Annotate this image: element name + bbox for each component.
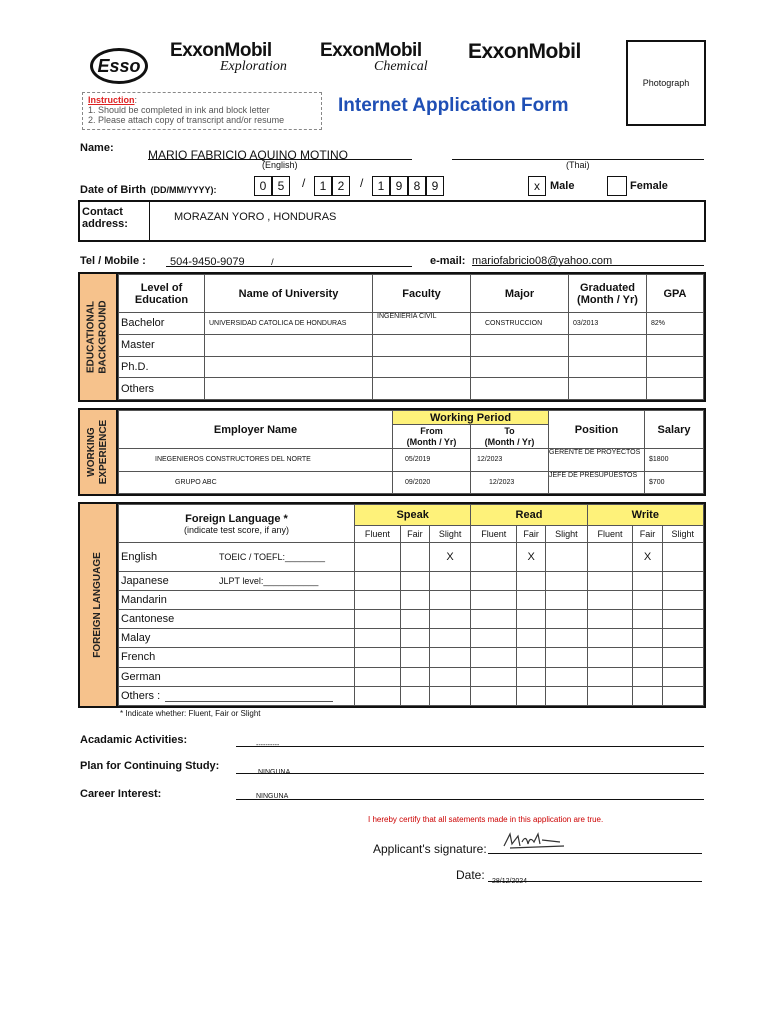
photograph-box[interactable]: Photograph (626, 40, 706, 126)
faculty-cell[interactable] (373, 378, 471, 400)
proficiency-cell[interactable] (587, 629, 633, 648)
proficiency-cell[interactable] (662, 571, 703, 590)
salary-cell[interactable]: $700 (645, 471, 704, 494)
language-header: Foreign Language * (185, 512, 288, 525)
academic-field[interactable]: ---------- (236, 734, 704, 747)
proficiency-cell[interactable] (546, 629, 587, 648)
proficiency-cell[interactable] (633, 571, 662, 590)
col-faculty: Faculty (373, 275, 471, 313)
faculty-cell[interactable]: INGENIERIA CIVIL (373, 313, 471, 335)
proficiency-cell[interactable] (355, 667, 401, 686)
career-field[interactable]: NINGUNA (236, 785, 704, 800)
dob-month-2[interactable]: 2 (332, 176, 350, 196)
gpa-cell[interactable] (647, 378, 704, 400)
english-caption: (English) (262, 160, 298, 170)
female-label: Female (630, 180, 668, 192)
graduated-cell[interactable]: 03/2013 (569, 313, 647, 335)
signature-image (500, 830, 570, 852)
col-to: To (471, 425, 549, 437)
education-side-label: EDUCATIONAL BACKGROUND (80, 274, 118, 400)
proficiency-cell[interactable] (587, 590, 633, 609)
proficiency-cell[interactable] (400, 686, 429, 705)
proficiency-cell[interactable] (662, 667, 703, 686)
proficiency-cell[interactable] (517, 648, 546, 667)
faculty-cell[interactable] (373, 334, 471, 356)
speak-header: Speak (355, 505, 471, 526)
proficiency-cell[interactable] (429, 609, 470, 628)
level-header: Slight (429, 525, 470, 543)
proficiency-cell[interactable] (471, 629, 517, 648)
col-salary: Salary (645, 411, 704, 449)
graduated-cell[interactable] (569, 378, 647, 400)
exxonmobil-chemical-logo: ExxonMobil Chemical (320, 40, 428, 74)
proficiency-cell[interactable] (400, 571, 429, 590)
language-section (78, 502, 706, 708)
language-name: Japanese (121, 574, 169, 587)
to-cell[interactable]: 12/2023 (471, 449, 549, 472)
write-header: Write (587, 505, 703, 526)
education-row (119, 313, 704, 335)
proficiency-cell[interactable]: X (429, 543, 470, 571)
proficiency-cell[interactable] (471, 571, 517, 590)
instruction-box: Instruction: 1. Should be completed in ink and block letter 2. Please attach copy of transcript and/or resume (82, 92, 322, 130)
language-row (119, 609, 704, 628)
proficiency-cell[interactable] (400, 648, 429, 667)
education-row (119, 378, 704, 400)
level-header: Fluent (471, 525, 517, 543)
proficiency-cell[interactable] (429, 667, 470, 686)
language-footnote: * Indicate whether: Fluent, Fair or Slight (120, 709, 261, 718)
proficiency-cell[interactable] (633, 648, 662, 667)
major-cell[interactable] (471, 356, 569, 378)
work-row (119, 471, 704, 494)
col-from: From (393, 425, 471, 437)
language-name: English (121, 550, 158, 563)
proficiency-cell[interactable] (471, 648, 517, 667)
contact-label: Contact (82, 206, 123, 218)
proficiency-cell[interactable] (429, 590, 470, 609)
career-label: Career Interest: (80, 788, 162, 800)
level-header: Fair (633, 525, 662, 543)
proficiency-cell[interactable] (471, 609, 517, 628)
university-cell[interactable] (205, 378, 373, 400)
proficiency-cell[interactable] (400, 609, 429, 628)
proficiency-cell[interactable] (633, 686, 662, 705)
language-test-field[interactable]: TOEIC / TOEFL:________ (219, 551, 326, 562)
level-header: Slight (662, 525, 703, 543)
proficiency-cell[interactable] (546, 543, 587, 571)
language-name: Cantonese (121, 613, 175, 625)
dob-day-2[interactable]: 5 (272, 176, 290, 196)
employer-cell[interactable]: GRUPO ABC (119, 471, 393, 494)
proficiency-cell[interactable] (517, 590, 546, 609)
dob-slash: / (360, 176, 364, 190)
proficiency-cell[interactable] (587, 686, 633, 705)
proficiency-cell[interactable] (517, 667, 546, 686)
faculty-cell[interactable] (373, 356, 471, 378)
language-row (119, 629, 704, 648)
level-cell: Others (119, 378, 205, 400)
language-row (119, 648, 704, 667)
language-name-cell (119, 609, 355, 628)
proficiency-cell[interactable] (517, 686, 546, 705)
proficiency-cell[interactable] (517, 629, 546, 648)
dob-day-1[interactable]: 0 (254, 176, 272, 196)
read-header: Read (471, 505, 587, 526)
exxonmobil-exploration-logo: ExxonMobil Exploration (170, 40, 287, 74)
col-position: Position (549, 411, 645, 449)
female-checkbox[interactable] (607, 176, 627, 196)
major-cell[interactable]: CONSTRUCCION (471, 313, 569, 335)
dob-year-2[interactable]: 9 (390, 176, 408, 196)
university-cell[interactable]: UNIVERSIDAD CATOLICA DE HONDURAS (205, 313, 373, 335)
work-section (78, 408, 706, 496)
gpa-cell[interactable]: 82% (647, 313, 704, 335)
proficiency-cell[interactable] (471, 590, 517, 609)
major-cell[interactable] (471, 334, 569, 356)
instruction-2: 2. Please attach copy of transcript and/or resume (88, 115, 285, 125)
thai-caption: (Thai) (566, 160, 590, 170)
language-name-cell (119, 543, 355, 571)
level-cell: Master (119, 334, 205, 356)
form-title: Internet Application Form (338, 95, 569, 116)
col-gpa: GPA (647, 275, 704, 313)
name-english-field[interactable]: MARIO FABRICIO AQUINO MOTINO (148, 146, 412, 160)
level-header: Fair (400, 525, 429, 543)
signature-label: Applicant's signature: (373, 842, 487, 856)
email-field[interactable]: mariofabricio08@yahoo.com (472, 251, 704, 266)
proficiency-cell[interactable] (633, 609, 662, 628)
col-level: Level of Education (119, 275, 205, 313)
dob-month-1[interactable]: 1 (314, 176, 332, 196)
proficiency-cell[interactable] (471, 667, 517, 686)
certify-text: I hereby certify that all satements made in this application are true. (368, 815, 604, 824)
tel-label: Tel / Mobile : (80, 255, 146, 267)
proficiency-cell[interactable] (429, 629, 470, 648)
proficiency-cell[interactable] (355, 590, 401, 609)
signature-field[interactable] (488, 838, 702, 854)
language-name: French (121, 651, 156, 664)
proficiency-cell[interactable] (546, 648, 587, 667)
work-side-label: WORKING EXPERIENCE (80, 410, 118, 494)
university-cell[interactable] (205, 334, 373, 356)
language-name-cell (119, 571, 355, 590)
col-employer: Employer Name (119, 411, 393, 449)
language-name: Mandarin (121, 593, 167, 606)
dob-slash: / (302, 176, 306, 190)
language-name: German (121, 670, 161, 683)
proficiency-cell[interactable] (471, 686, 517, 705)
level-cell: Ph.D. (119, 356, 205, 378)
month-yr-caption: (Month / Yr) (393, 437, 471, 449)
proficiency-cell[interactable] (355, 543, 401, 571)
proficiency-cell[interactable] (633, 590, 662, 609)
month-yr-caption: (Month / Yr) (471, 437, 549, 449)
position-cell[interactable]: GERENTE DE PROYECTOS (549, 449, 645, 472)
employer-cell[interactable]: INEGENIEROS CONSTRUCTORES DEL NORTE (119, 449, 393, 472)
instruction-title: Instruction (88, 95, 135, 105)
proficiency-cell[interactable] (471, 543, 517, 571)
work-row (119, 449, 704, 472)
proficiency-cell[interactable] (400, 543, 429, 571)
date-field[interactable]: 28/12/2024 (488, 870, 702, 882)
proficiency-cell[interactable] (546, 686, 587, 705)
proficiency-cell[interactable] (587, 667, 633, 686)
plan-label: Plan for Continuing Study: (80, 760, 220, 772)
dob-year-1[interactable]: 1 (372, 176, 390, 196)
proficiency-cell[interactable] (662, 648, 703, 667)
proficiency-cell[interactable] (633, 629, 662, 648)
graduated-cell[interactable] (569, 356, 647, 378)
level-cell: Bachelor (119, 313, 205, 335)
male-checkbox[interactable]: x (528, 176, 546, 196)
dob-label: Date of Birth (DD/MM/YYYY): (80, 184, 217, 196)
proficiency-cell[interactable] (587, 648, 633, 667)
level-header: Fair (517, 525, 546, 543)
language-name-cell (119, 667, 355, 686)
graduated-cell[interactable] (569, 334, 647, 356)
language-row (119, 543, 704, 571)
education-row (119, 356, 704, 378)
proficiency-cell[interactable] (587, 571, 633, 590)
esso-logo: Esso (90, 48, 148, 84)
proficiency-cell[interactable] (429, 571, 470, 590)
proficiency-cell[interactable] (546, 571, 587, 590)
contact-box (78, 200, 706, 242)
proficiency-cell[interactable] (400, 590, 429, 609)
salary-cell[interactable]: $1800 (645, 449, 704, 472)
proficiency-cell[interactable] (633, 667, 662, 686)
contact-label: address: (82, 218, 128, 230)
proficiency-cell[interactable] (587, 609, 633, 628)
proficiency-cell[interactable] (355, 648, 401, 667)
proficiency-cell[interactable] (400, 629, 429, 648)
language-row (119, 571, 704, 590)
male-label: Male (550, 180, 575, 192)
instruction-1: 1. Should be completed in ink and block letter (88, 105, 270, 115)
language-subheader: (indicate test score, if any) (183, 524, 290, 535)
contact-address-field[interactable]: MORAZAN YORO , HONDURAS (174, 211, 337, 223)
language-name: Malay (121, 632, 151, 645)
proficiency-cell[interactable] (662, 629, 703, 648)
dob-year-3[interactable]: 8 (408, 176, 426, 196)
proficiency-cell[interactable] (517, 609, 546, 628)
proficiency-cell[interactable]: X (517, 543, 546, 571)
language-name-cell (119, 629, 355, 648)
proficiency-cell[interactable] (400, 667, 429, 686)
language-row (119, 667, 704, 686)
proficiency-cell[interactable] (546, 609, 587, 628)
proficiency-cell[interactable] (429, 648, 470, 667)
proficiency-cell[interactable] (355, 686, 401, 705)
proficiency-cell[interactable] (517, 571, 546, 590)
proficiency-cell[interactable] (546, 590, 587, 609)
proficiency-cell[interactable] (355, 571, 401, 590)
to-cell[interactable]: 12/2023 (471, 471, 549, 494)
language-test-field[interactable]: JLPT level:___________ (219, 575, 319, 586)
proficiency-cell[interactable] (662, 609, 703, 628)
academic-label: Acadamic Activities: (80, 734, 188, 746)
tel-field[interactable]: 504-9450-9079 / (166, 252, 412, 267)
position-cell[interactable]: JEFE DE PRESUPUESTOS (549, 471, 645, 494)
language-row (119, 686, 704, 705)
gpa-cell[interactable] (647, 334, 704, 356)
proficiency-cell[interactable] (429, 686, 470, 705)
working-period-header: Working Period (393, 411, 549, 425)
education-section (78, 272, 706, 402)
proficiency-cell[interactable] (662, 686, 703, 705)
language-name-cell (119, 686, 355, 705)
exxonmobil-logo: ExxonMobil (468, 40, 581, 63)
proficiency-cell[interactable] (662, 590, 703, 609)
name-thai-field[interactable] (452, 146, 704, 160)
language-name-cell (119, 590, 355, 609)
col-major: Major (471, 275, 569, 313)
language-name: Others : (121, 689, 161, 702)
level-header: Slight (546, 525, 587, 543)
level-header: Fluent (355, 525, 401, 543)
level-header: Fluent (587, 525, 633, 543)
others-underline[interactable] (165, 690, 333, 702)
plan-field[interactable]: NINGUNA (236, 761, 704, 774)
language-row (119, 590, 704, 609)
language-side-label: FOREIGN LANGUAGE (80, 504, 118, 706)
proficiency-cell[interactable] (546, 667, 587, 686)
col-university: Name of University (205, 275, 373, 313)
proficiency-cell[interactable]: X (633, 543, 662, 571)
name-label: Name: (80, 142, 114, 154)
dob-year-4[interactable]: 9 (426, 176, 444, 196)
email-label: e-mail: (430, 255, 466, 267)
language-name-cell (119, 648, 355, 667)
from-cell[interactable]: 05/2019 (393, 449, 471, 472)
major-cell[interactable] (471, 378, 569, 400)
proficiency-cell[interactable] (355, 609, 401, 628)
gpa-cell[interactable] (647, 356, 704, 378)
date-label: Date: (456, 868, 485, 882)
education-row (119, 334, 704, 356)
from-cell[interactable]: 09/2020 (393, 471, 471, 494)
col-graduated: Graduated (Month / Yr) (569, 275, 647, 313)
proficiency-cell[interactable] (355, 629, 401, 648)
proficiency-cell[interactable] (587, 543, 633, 571)
proficiency-cell[interactable] (662, 543, 703, 571)
university-cell[interactable] (205, 356, 373, 378)
